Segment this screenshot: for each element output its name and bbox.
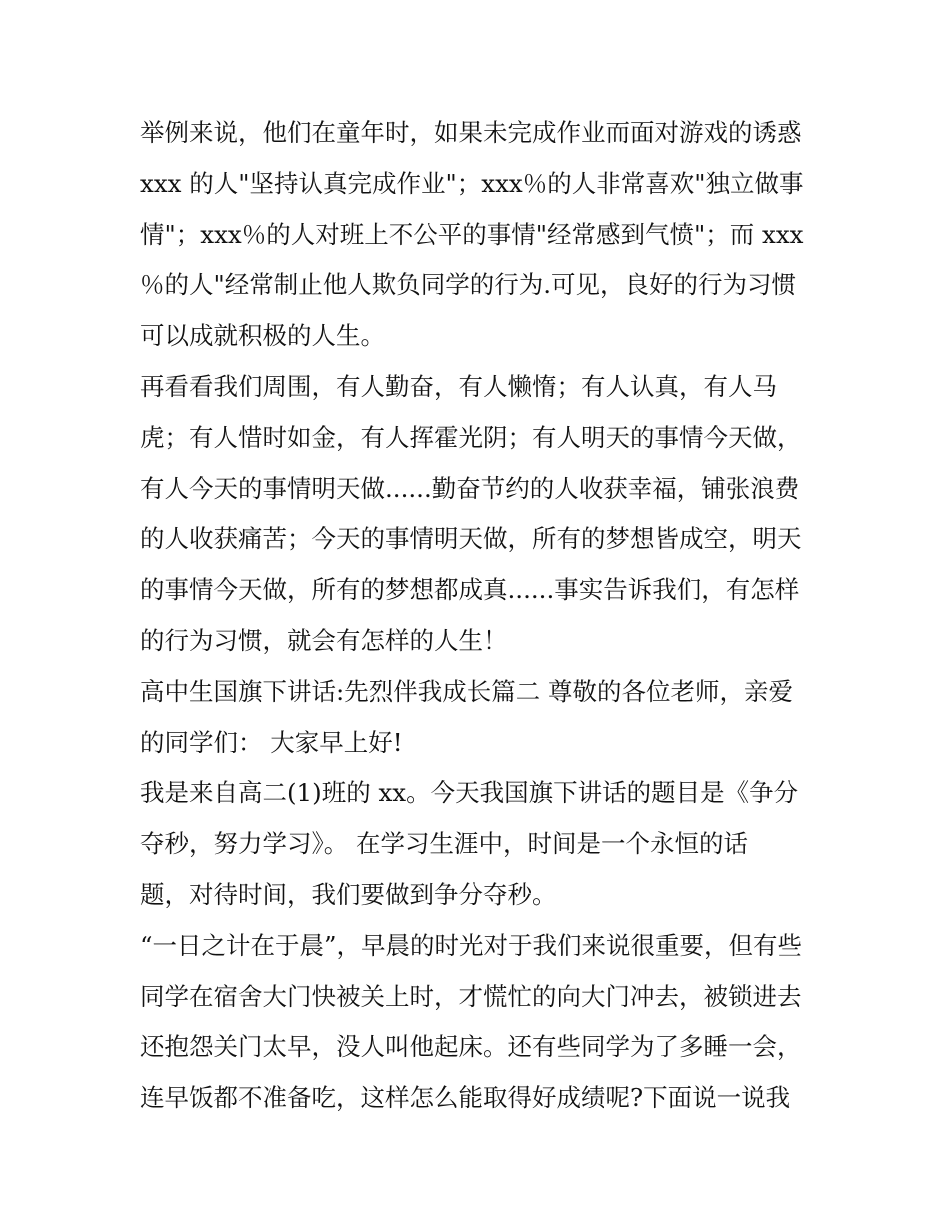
text-line: 夺秒，努力学习》。 在学习生涯中，时间是一个永恒的话 bbox=[140, 829, 749, 859]
section-heading-line: 高中生国旗下讲话:先烈伴我成长篇二 尊敬的各位老师，亲爱 bbox=[140, 676, 794, 706]
text-line: 我是来自高二(1)班的 xx。今天我国旗下讲话的题目是《争分 bbox=[140, 778, 799, 808]
text-line: ％的人"经常制止他人欺负同学的行为.可见，良好的行为习惯 bbox=[140, 270, 797, 300]
text-line: 还抱怨关门太早，没人叫他起床。还有些同学为了多睡一会， bbox=[140, 1032, 802, 1062]
text-line: 再看看我们周围，有人勤奋，有人懒惰；有人认真，有人马 bbox=[140, 371, 777, 401]
body-text bbox=[140, 108, 830, 1124]
text-line: 的同学们： 大家早上好! bbox=[140, 727, 403, 757]
text-line: 举例来说，他们在童年时，如果未完成作业而面对游戏的诱惑 bbox=[140, 118, 802, 147]
text-line: 虎；有人惜时如金，有人挥霍光阴；有人明天的事情今天做， bbox=[140, 422, 802, 452]
text-line: “一日之计在于晨”，早晨的时光对于我们来说很重要，但有些 bbox=[140, 930, 803, 960]
text-line: xxx 的人"坚持认真完成作业"；xxx％的人非常喜欢"独立做事 bbox=[140, 168, 804, 198]
text-line: 题，对待时间，我们要做到争分夺秒。 bbox=[140, 879, 557, 909]
text-line: 可以成就积极的人生。 bbox=[140, 321, 385, 351]
text-line: 情"；xxx％的人对班上不公平的事情"经常感到气愤"；而 xxx bbox=[140, 219, 804, 249]
text-line: 的事情今天做，所有的梦想都成真......事实告诉我们，有怎样 bbox=[140, 575, 800, 605]
text-line: 连早饭都不准备吃，这样怎么能取得好成绩呢?下面说一说我 bbox=[140, 1083, 791, 1113]
text-line: 有人今天的事情明天做......勤奋节约的人收获幸福，铺张浪费 bbox=[140, 473, 800, 503]
text-line: 同学在宿舍大门快被关上时，才慌忙的向大门冲去，被锁进去 bbox=[140, 981, 802, 1011]
text-line: 的人收获痛苦；今天的事情明天做，所有的梦想皆成空，明天 bbox=[140, 524, 802, 554]
text-line: 的行为习惯，就会有怎样的人生！ bbox=[140, 625, 508, 655]
